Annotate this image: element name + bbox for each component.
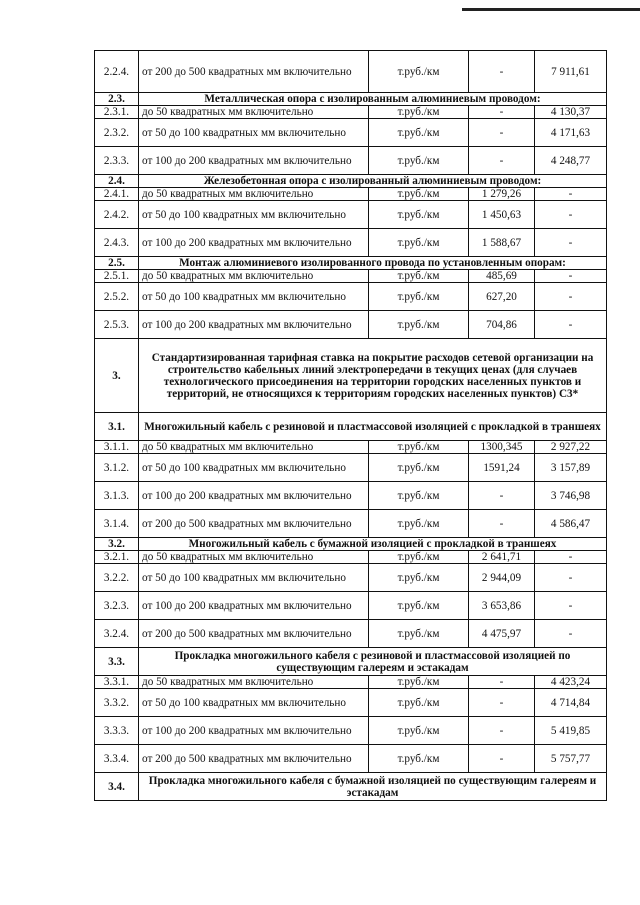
item-number: 3.1.2.: [95, 454, 139, 482]
rate-value-2: 4 714,84: [535, 689, 607, 717]
item-unit: т.руб./км: [369, 283, 469, 311]
item-number: 3.2.2.: [95, 564, 139, 592]
item-unit: т.руб./км: [369, 454, 469, 482]
item-unit: т.руб./км: [369, 564, 469, 592]
rate-value-1: 704,86: [469, 311, 535, 339]
item-description: от 50 до 100 квадратных мм включительно: [139, 201, 369, 229]
item-description: от 200 до 500 квадратных мм включительно: [139, 620, 369, 648]
rate-value-1: 1591,24: [469, 454, 535, 482]
section-title: Прокладка многожильного кабеля с резиновой и пластмассовой изоляцией по существующим галереям и эстакадам: [139, 648, 607, 676]
item-description: от 200 до 500 квадратных мм включительно: [139, 745, 369, 773]
item-number: 2.2.4.: [95, 51, 139, 93]
rate-value-2: -: [535, 283, 607, 311]
rate-value-2: 4 423,24: [535, 676, 607, 689]
item-description: от 50 до 100 квадратных мм включительно: [139, 689, 369, 717]
item-number: 2.5.3.: [95, 311, 139, 339]
table-row: [95, 311, 607, 339]
item-number: 2.4.1.: [95, 188, 139, 201]
rate-value-2: -: [535, 311, 607, 339]
table-row: [95, 454, 607, 482]
section-number: 2.4.: [95, 175, 139, 188]
item-unit: т.руб./км: [369, 717, 469, 745]
item-number: 3.3.4.: [95, 745, 139, 773]
rate-value-2: 4 586,47: [535, 510, 607, 538]
rate-value-1: -: [469, 482, 535, 510]
item-description: до 50 квадратных мм включительно: [139, 270, 369, 283]
item-description: от 100 до 200 квадратных мм включительно: [139, 717, 369, 745]
item-description: до 50 квадратных мм включительно: [139, 106, 369, 119]
rate-value-1: 627,20: [469, 283, 535, 311]
rate-value-1: 2 641,71: [469, 551, 535, 564]
table-row: [95, 551, 607, 564]
rate-value-1: -: [469, 119, 535, 147]
item-number: 3.1.4.: [95, 510, 139, 538]
rate-value-1: 485,69: [469, 270, 535, 283]
section-header-row: [95, 175, 607, 188]
item-number: 3.3.3.: [95, 717, 139, 745]
item-description: до 50 квадратных мм включительно: [139, 441, 369, 454]
item-number: 3.1.1.: [95, 441, 139, 454]
item-description: от 50 до 100 квадратных мм включительно: [139, 454, 369, 482]
item-unit: т.руб./км: [369, 745, 469, 773]
table-row: [95, 119, 607, 147]
table-row: [95, 745, 607, 773]
table-row: [95, 106, 607, 119]
section-header-row: [95, 773, 607, 801]
item-description: до 50 квадратных мм включительно: [139, 188, 369, 201]
item-description: от 50 до 100 квадратных мм включительно: [139, 283, 369, 311]
rate-value-2: -: [535, 188, 607, 201]
table-row: [95, 620, 607, 648]
item-number: 2.3.2.: [95, 119, 139, 147]
table-row: [95, 482, 607, 510]
rate-value-1: 1 588,67: [469, 229, 535, 257]
section-header-row: [95, 413, 607, 441]
header-rule: [462, 8, 640, 11]
item-description: от 100 до 200 квадратных мм включительно: [139, 229, 369, 257]
item-unit: т.руб./км: [369, 229, 469, 257]
item-number: 2.5.2.: [95, 283, 139, 311]
item-unit: т.руб./км: [369, 188, 469, 201]
item-description: от 50 до 100 квадратных мм включительно: [139, 564, 369, 592]
section-title: Многожильный кабель с бумажной изоляцией с прокладкой в траншеях: [139, 538, 607, 551]
item-number: 2.3.1.: [95, 106, 139, 119]
item-number: 2.3.3.: [95, 147, 139, 175]
item-description: от 100 до 200 квадратных мм включительно: [139, 147, 369, 175]
item-unit: т.руб./км: [369, 147, 469, 175]
item-number: 3.3.2.: [95, 689, 139, 717]
rate-value-2: 5 757,77: [535, 745, 607, 773]
item-number: 2.5.1.: [95, 270, 139, 283]
item-unit: т.руб./км: [369, 106, 469, 119]
item-number: 3.2.4.: [95, 620, 139, 648]
section-number: 3.: [95, 339, 139, 413]
rate-value-2: -: [535, 551, 607, 564]
rate-value-2: 7 911,61: [535, 51, 607, 93]
table-row: [95, 717, 607, 745]
table-row: [95, 441, 607, 454]
item-number: 3.2.3.: [95, 592, 139, 620]
item-unit: т.руб./км: [369, 482, 469, 510]
tariff-table-body: [95, 51, 607, 801]
table-row: [95, 270, 607, 283]
item-description: от 100 до 200 квадратных мм включительно: [139, 311, 369, 339]
table-row: [95, 592, 607, 620]
item-unit: т.руб./км: [369, 676, 469, 689]
section-title: Железобетонная опора с изолированный алюминиевым проводом:: [139, 175, 607, 188]
rate-value-1: 1 279,26: [469, 188, 535, 201]
rate-value-1: 1 450,63: [469, 201, 535, 229]
section-header-row: [95, 538, 607, 551]
rate-value-1: -: [469, 676, 535, 689]
item-description: до 50 квадратных мм включительно: [139, 551, 369, 564]
item-unit: т.руб./км: [369, 441, 469, 454]
rate-value-1: -: [469, 147, 535, 175]
table-row: [95, 201, 607, 229]
item-unit: т.руб./км: [369, 510, 469, 538]
rate-value-2: 4 248,77: [535, 147, 607, 175]
rate-value-2: -: [535, 620, 607, 648]
section-title: Многожильный кабель с резиновой и пластмассовой изоляцией с прокладкой в траншеях: [139, 413, 607, 441]
rate-value-1: -: [469, 51, 535, 93]
rate-value-1: -: [469, 510, 535, 538]
table-row: [95, 188, 607, 201]
table-row: [95, 147, 607, 175]
item-description: от 200 до 500 квадратных мм включительно: [139, 51, 369, 93]
section-header-row: [95, 93, 607, 106]
item-unit: т.руб./км: [369, 689, 469, 717]
item-number: 3.3.1.: [95, 676, 139, 689]
rate-value-2: 3 157,89: [535, 454, 607, 482]
rate-value-1: -: [469, 745, 535, 773]
item-unit: т.руб./км: [369, 201, 469, 229]
section-number: 3.2.: [95, 538, 139, 551]
rate-value-1: -: [469, 717, 535, 745]
rate-value-1: -: [469, 689, 535, 717]
rate-value-2: 4 171,63: [535, 119, 607, 147]
item-unit: т.руб./км: [369, 270, 469, 283]
rate-value-1: 1300,345: [469, 441, 535, 454]
table-row: [95, 229, 607, 257]
rate-value-2: -: [535, 229, 607, 257]
item-number: 2.4.3.: [95, 229, 139, 257]
rate-value-2: -: [535, 564, 607, 592]
section-number: 3.3.: [95, 648, 139, 676]
table-row: [95, 676, 607, 689]
section-header-row: [95, 648, 607, 676]
section-header-row: [95, 339, 607, 413]
rate-value-2: -: [535, 270, 607, 283]
rate-value-2: 4 130,37: [535, 106, 607, 119]
section-number: 3.4.: [95, 773, 139, 801]
item-number: 2.4.2.: [95, 201, 139, 229]
rate-value-2: -: [535, 592, 607, 620]
item-description: от 100 до 200 квадратных мм включительно: [139, 592, 369, 620]
section-number: 3.1.: [95, 413, 139, 441]
tariff-table: [94, 50, 607, 801]
section-number: 2.5.: [95, 257, 139, 270]
rate-value-2: 2 927,22: [535, 441, 607, 454]
table-row: [95, 510, 607, 538]
section-title: Металлическая опора с изолированным алюминиевым проводом:: [139, 93, 607, 106]
item-number: 3.2.1.: [95, 551, 139, 564]
rate-value-2: 5 419,85: [535, 717, 607, 745]
table-row: [95, 564, 607, 592]
item-description: от 50 до 100 квадратных мм включительно: [139, 119, 369, 147]
table-row: [95, 689, 607, 717]
section-title: Стандартизированная тарифная ставка на покрытие расходов сетевой организации на строительство кабельных линий электропередачи в текущих ценах (для случаев технологического присоединения на территории городских населенных пунктов и территорий, не относящихся к территориям городских населенных пунктов) С3*: [139, 339, 607, 413]
item-description: от 200 до 500 квадратных мм включительно: [139, 510, 369, 538]
rate-value-1: -: [469, 106, 535, 119]
item-description: от 100 до 200 квадратных мм включительно: [139, 482, 369, 510]
item-description: до 50 квадратных мм включительно: [139, 676, 369, 689]
section-title: Прокладка многожильного кабеля с бумажной изоляцией по существующим галереям и эстакадам: [139, 773, 607, 801]
item-unit: т.руб./км: [369, 620, 469, 648]
table-row: [95, 51, 607, 93]
rate-value-2: 3 746,98: [535, 482, 607, 510]
item-unit: т.руб./км: [369, 551, 469, 564]
rate-value-1: 4 475,97: [469, 620, 535, 648]
item-unit: т.руб./км: [369, 311, 469, 339]
rate-value-1: 2 944,09: [469, 564, 535, 592]
section-number: 2.3.: [95, 93, 139, 106]
rate-value-2: -: [535, 201, 607, 229]
rate-value-1: 3 653,86: [469, 592, 535, 620]
section-header-row: [95, 257, 607, 270]
table-row: [95, 283, 607, 311]
item-unit: т.руб./км: [369, 592, 469, 620]
item-unit: т.руб./км: [369, 119, 469, 147]
section-title: Монтаж алюминиевого изолированного провода по установленным опорам:: [139, 257, 607, 270]
item-unit: т.руб./км: [369, 51, 469, 93]
item-number: 3.1.3.: [95, 482, 139, 510]
